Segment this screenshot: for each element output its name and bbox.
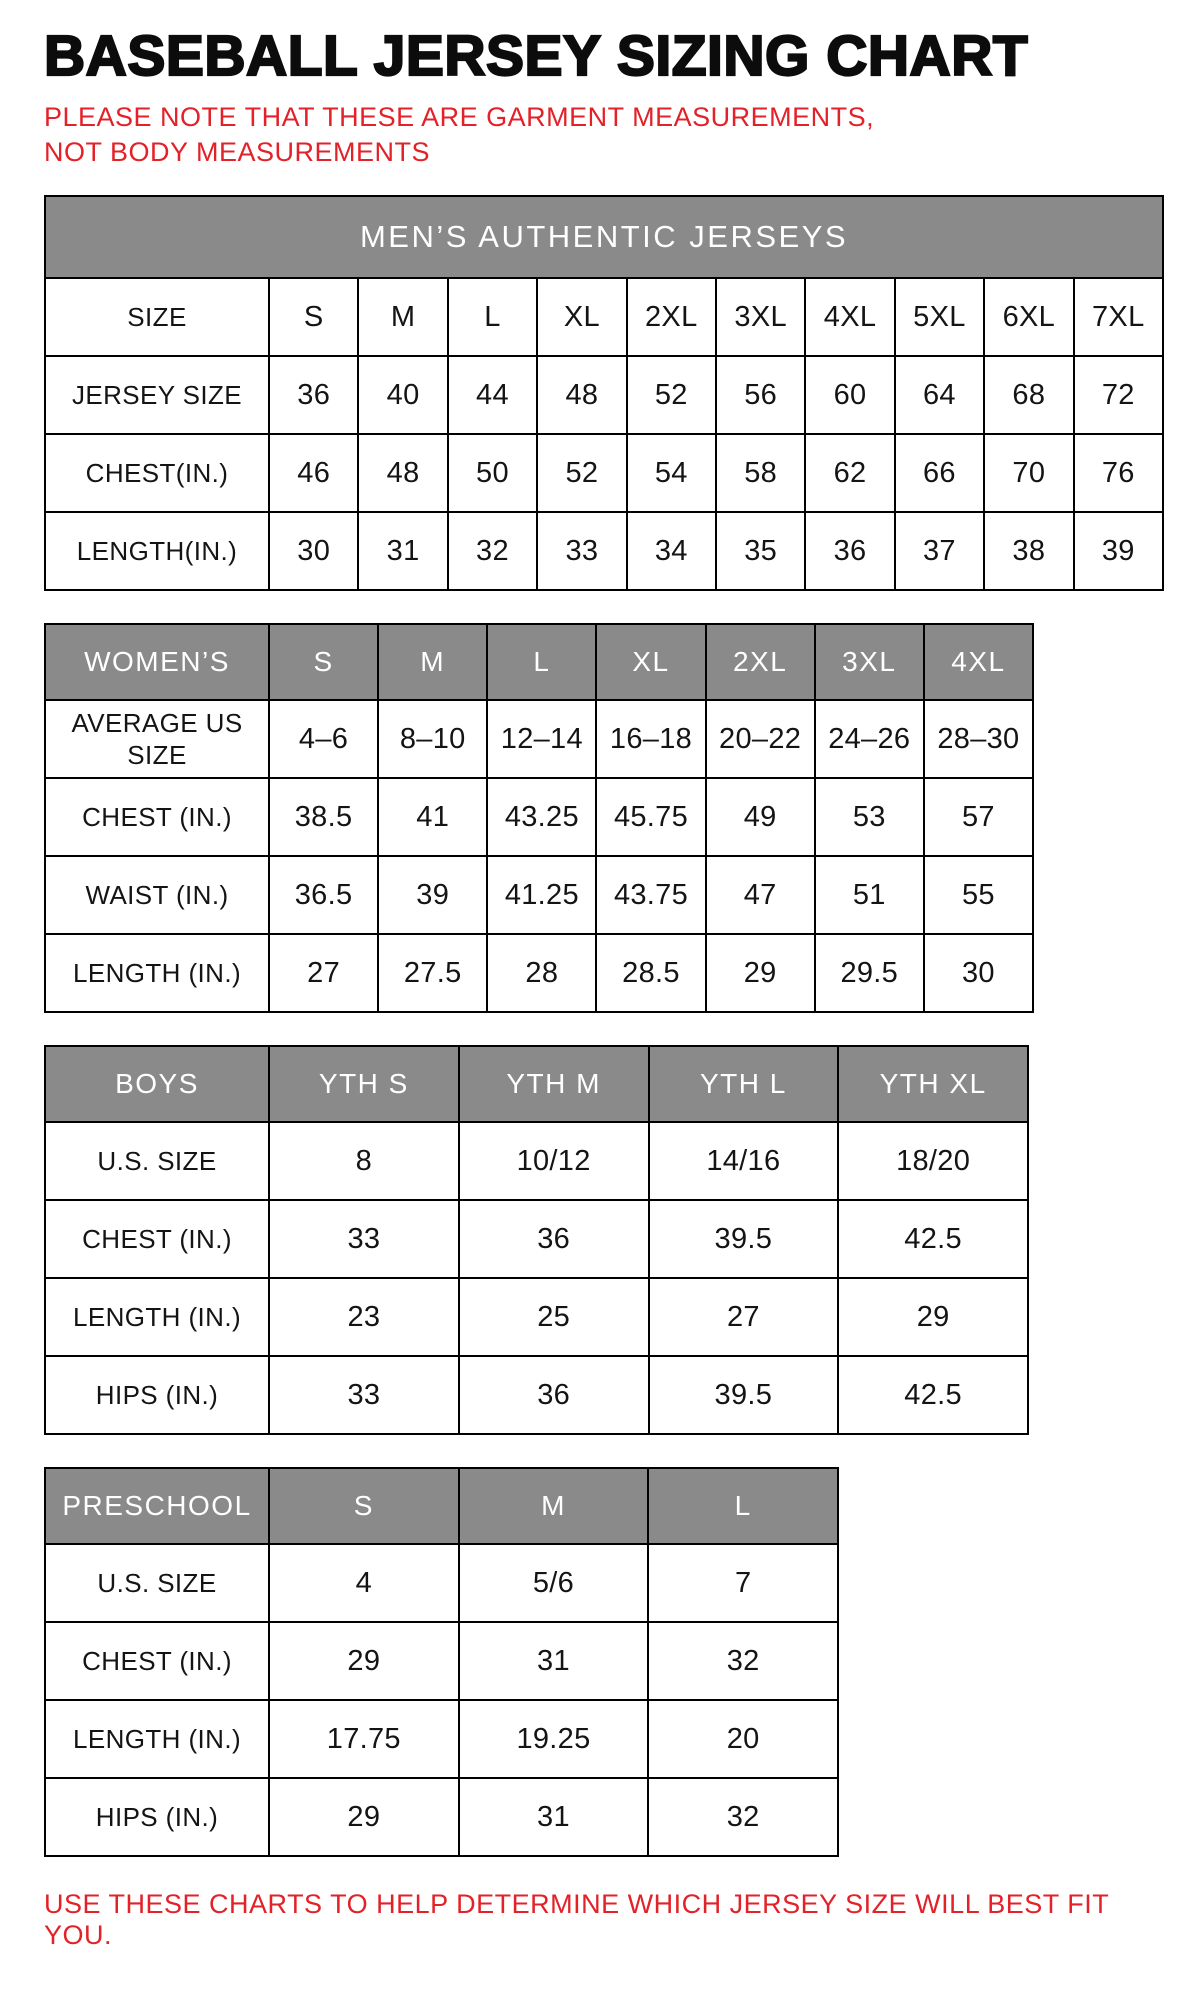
value-cell: 29.5 [815,934,924,1012]
value-cell: 30 [924,934,1033,1012]
value-cell: 19.25 [459,1700,649,1778]
value-cell: 28 [487,934,596,1012]
value-cell: 27.5 [378,934,487,1012]
row-label: LENGTH(IN.) [45,512,269,590]
value-cell: 10/12 [459,1122,649,1200]
value-cell: 29 [269,1622,459,1700]
value-cell: 41.25 [487,856,596,934]
table-row [45,1778,838,1856]
row-label: CHEST (IN.) [45,1200,269,1278]
preschool-sizing-table [44,1467,839,1857]
value-cell: 7 [648,1544,838,1622]
value-cell: 34 [627,512,716,590]
value-cell: 62 [805,434,894,512]
value-cell: 5XL [895,278,984,356]
table-row [45,700,1033,778]
row-label: JERSEY SIZE [45,356,269,434]
table-row [45,1544,838,1622]
value-cell: 12–14 [487,700,596,778]
row-label: CHEST (IN.) [45,1622,269,1700]
value-cell: 14/16 [649,1122,839,1200]
value-cell: 52 [537,434,626,512]
value-cell: 8 [269,1122,459,1200]
value-cell: 56 [716,356,805,434]
value-cell: 36 [459,1356,649,1434]
table-header-row [45,1046,1028,1122]
value-cell: 28.5 [596,934,705,1012]
value-cell: XL [537,278,626,356]
value-cell: 2XL [627,278,716,356]
value-cell: 39 [378,856,487,934]
value-cell: 6XL [984,278,1073,356]
row-label: HIPS (IN.) [45,1356,269,1434]
row-label: HIPS (IN.) [45,1778,269,1856]
value-cell: 31 [459,1778,649,1856]
column-header: S [269,624,378,700]
table-row [45,934,1033,1012]
column-header: XL [596,624,705,700]
column-header: L [487,624,596,700]
value-cell: 36 [805,512,894,590]
value-cell: 39.5 [649,1200,839,1278]
value-cell: 3XL [716,278,805,356]
page-title: BASEBALL JERSEY SIZING CHART [44,24,1029,88]
value-cell: S [269,278,358,356]
row-label: LENGTH (IN.) [45,1278,269,1356]
value-cell: 33 [269,1200,459,1278]
value-cell: 49 [706,778,815,856]
column-header: S [269,1468,459,1544]
row-label: AVERAGE US SIZE [45,700,269,778]
table-row [45,278,1163,356]
column-header: 4XL [924,624,1033,700]
table-row [45,1122,1028,1200]
table-header-label: PRESCHOOL [45,1468,269,1544]
value-cell: 29 [838,1278,1028,1356]
table-header-label: WOMEN’S [45,624,269,700]
value-cell: 31 [459,1622,649,1700]
value-cell: 48 [537,356,626,434]
value-cell: 68 [984,356,1073,434]
value-cell: 24–26 [815,700,924,778]
value-cell: 37 [895,512,984,590]
table-banner: MEN’S AUTHENTIC JERSEYS [45,196,1163,278]
table-row [45,856,1033,934]
value-cell: 66 [895,434,984,512]
value-cell: 76 [1074,434,1163,512]
value-cell: 58 [716,434,805,512]
table-header-label: BOYS [45,1046,269,1122]
value-cell: 36.5 [269,856,378,934]
value-cell: 27 [269,934,378,1012]
row-label: U.S. SIZE [45,1122,269,1200]
mens-sizing-table [44,195,1164,591]
table-row [45,1700,838,1778]
value-cell: 70 [984,434,1073,512]
row-label: SIZE [45,278,269,356]
value-cell: 5/6 [459,1544,649,1622]
table-row [45,1356,1028,1434]
value-cell: 18/20 [838,1122,1028,1200]
value-cell: 23 [269,1278,459,1356]
value-cell: 45.75 [596,778,705,856]
value-cell: 20–22 [706,700,815,778]
table-row [45,1200,1028,1278]
value-cell: 32 [448,512,537,590]
value-cell: 8–10 [378,700,487,778]
row-label: CHEST (IN.) [45,778,269,856]
value-cell: 4–6 [269,700,378,778]
value-cell: M [358,278,447,356]
table-header-row [45,624,1033,700]
table-row [45,512,1163,590]
column-header: M [378,624,487,700]
row-label: U.S. SIZE [45,1544,269,1622]
value-cell: 57 [924,778,1033,856]
table-header-row [45,1468,838,1544]
value-cell: 38.5 [269,778,378,856]
column-header: L [648,1468,838,1544]
value-cell: 51 [815,856,924,934]
value-cell: 43.75 [596,856,705,934]
value-cell: 29 [706,934,815,1012]
table-row [45,434,1163,512]
value-cell: 31 [358,512,447,590]
column-header: 3XL [815,624,924,700]
column-header: YTH L [649,1046,839,1122]
value-cell: 35 [716,512,805,590]
value-cell: 27 [649,1278,839,1356]
value-cell: 44 [448,356,537,434]
value-cell: 50 [448,434,537,512]
value-cell: 20 [648,1700,838,1778]
value-cell: 39.5 [649,1356,839,1434]
womens-sizing-table [44,623,1034,1013]
value-cell: 48 [358,434,447,512]
value-cell: 36 [269,356,358,434]
value-cell: 29 [269,1778,459,1856]
garment-measurement-note: PLEASE NOTE THAT THESE ARE GARMENT MEASUREMENTS, NOT BODY MEASUREMENTS [44,101,875,168]
table-banner-row [45,196,1163,278]
value-cell: 46 [269,434,358,512]
value-cell: 47 [706,856,815,934]
table-row [45,1278,1028,1356]
row-label: CHEST(IN.) [45,434,269,512]
value-cell: 42.5 [838,1356,1028,1434]
value-cell: 7XL [1074,278,1163,356]
value-cell: 30 [269,512,358,590]
column-header: M [459,1468,649,1544]
table-row [45,1622,838,1700]
value-cell: 42.5 [838,1200,1028,1278]
value-cell: 36 [459,1200,649,1278]
value-cell: 55 [924,856,1033,934]
row-label: LENGTH (IN.) [45,934,269,1012]
value-cell: 32 [648,1622,838,1700]
boys-sizing-table [44,1045,1029,1435]
value-cell: 32 [648,1778,838,1856]
value-cell: 39 [1074,512,1163,590]
value-cell: 4 [269,1544,459,1622]
table-row [45,356,1163,434]
column-header: YTH S [269,1046,459,1122]
value-cell: 25 [459,1278,649,1356]
value-cell: 72 [1074,356,1163,434]
value-cell: 52 [627,356,716,434]
value-cell: 41 [378,778,487,856]
table-row [45,778,1033,856]
value-cell: 33 [537,512,626,590]
value-cell: 33 [269,1356,459,1434]
value-cell: 54 [627,434,716,512]
value-cell: 40 [358,356,447,434]
value-cell: 43.25 [487,778,596,856]
column-header: YTH M [459,1046,649,1122]
value-cell: 64 [895,356,984,434]
value-cell: 28–30 [924,700,1033,778]
column-header: YTH XL [838,1046,1028,1122]
value-cell: 60 [805,356,894,434]
value-cell: 16–18 [596,700,705,778]
row-label: WAIST (IN.) [45,856,269,934]
value-cell: 17.75 [269,1700,459,1778]
value-cell: L [448,278,537,356]
value-cell: 4XL [805,278,894,356]
value-cell: 53 [815,778,924,856]
fit-advice-footer: USE THESE CHARTS TO HELP DETERMINE WHICH JERSEY SIZE WILL BEST FIT YOU. [44,1889,1109,1951]
column-header: 2XL [706,624,815,700]
value-cell: 38 [984,512,1073,590]
row-label: LENGTH (IN.) [45,1700,269,1778]
